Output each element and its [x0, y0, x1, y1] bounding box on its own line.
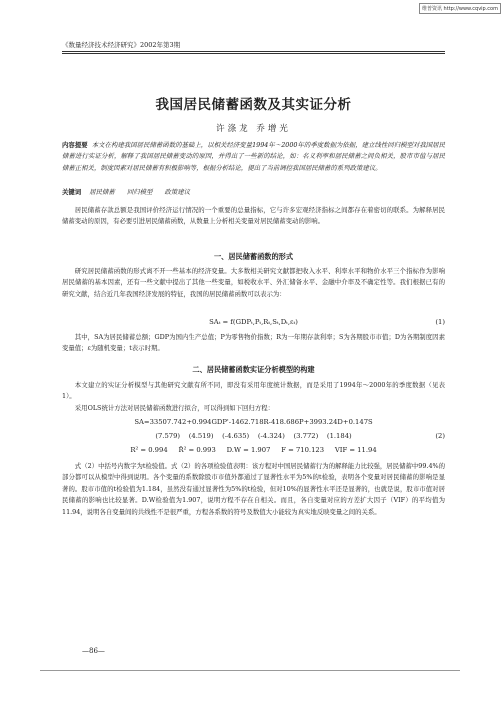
- regression-stats: [62, 446, 445, 458]
- section1-body: [62, 266, 445, 300]
- source-stamp: 维普资讯 http://www.cqvip.com: [419, 3, 501, 14]
- header-rule-2: [62, 53, 445, 54]
- section1-defs: [62, 332, 445, 355]
- section1-para: 研究居民储蓄函数的形式离不开一些基本的经济变量。大多数相关研究文献都把收入水平、利率水平和物价水平三个指标作为影响居民储蓄的基本因素，还有一些文献中提出了其他一些变量，如税收水平、外汇储备水平、金融中介率及不确定性等。我们根据已有的研究文献，结合近几年我国经济发展的特征，我国的居民储蓄函数可以表示为：: [62, 267, 445, 298]
- section2-heading: 二、居民储蓄函数实证分析模型的构建: [192, 365, 315, 374]
- article-authors: 许涤龙 乔增光: [216, 124, 291, 134]
- keywords: [62, 187, 445, 198]
- equation-1-number: (1): [435, 318, 445, 326]
- bottom-rule: [40, 670, 460, 671]
- article-title: 我国居民储蓄函数及其实证分析: [155, 97, 352, 113]
- section2-para3: 式（2）中括号内数字为t检验值。式（2）的各项检验值表明：该方程对中国居民储蓄行为的解释能力比较强，居民储蓄中99.4%的部分都可以从模型中得到说明。各个变量的系数除股市市值外都通过了显著性水平为5%的t检验，表明各个变量对居民储蓄的影响是显著的。股市市值的t检验值为1.184，虽然没有通过显著性为5%的t检验，但对10%的显著性水平还是显著的，也就是说，股市市值对居民储蓄的影响也比较显著。D.W检验值为1.907，说明方程不存在自相关。而且，各自变量对应的方差扩大因子（VIF）的平均值为11.94，说明各自变量间的共线性不是很严重，方程各系数的符号及数值大小能较为真实地反映变量之间的关系。: [62, 462, 445, 516]
- keyword: 居民储蓄: [89, 188, 115, 196]
- section2-body: [62, 380, 445, 414]
- equation-1: [62, 318, 445, 330]
- section2-para1: 本文建立的实证分析模型与其他研究文献有所不同，即没有采用年度统计数据，而是采用了1994年～2000年的季度数据（见表1）。: [62, 381, 445, 401]
- intro-paragraph: [62, 205, 445, 228]
- equation-2-number: (2): [435, 432, 445, 440]
- page-number: —86—: [82, 647, 105, 655]
- intro-text: 居民储蓄存款总额是我国评价经济运行情况的一个重要的总量指标，它与许多宏观经济指标之间都存在着密切的联系。为解释居民储蓄变动的原因，有必要引进居民储蓄函数，从数量上分析相关变量对居民储蓄变动的影响。: [62, 206, 445, 226]
- regression-stats-text: R² = 0.994 R̄² = 0.993 D.W = 1.907 F = 710.123 VIF = 11.94: [130, 446, 377, 454]
- keyword: 回归模型: [126, 188, 153, 196]
- abstract-text: 本文在构建我国居民储蓄函数的基础上，以相关经济变量1994年～2000年的季度数据为依据，建立线性回归模型对我国居民储蓄进行实证分析，解释了我国居民储蓄变动的原因，并得出了一些新的结论，如：名义利率和居民储蓄之间负相关，股市市值与居民储蓄正相关，制度因素对居民储蓄有积极影响等，根据分析结论，提出了当前调控我国居民储蓄的系列政策建议。: [62, 141, 445, 172]
- section2-para2: 采用OLS统计方法对居民储蓄函数进行拟合，可以得到如下回归方程：: [74, 403, 274, 412]
- equation-2: [62, 418, 445, 430]
- t-statistics: (7.579) (4.519) (-4.635) (-4.324) (3.772) (1.184): [155, 432, 352, 440]
- keyword: 政策建议: [164, 188, 190, 196]
- running-head: 《数量经济技术经济研究》2002年第3期: [62, 41, 181, 49]
- equation-2-text: SA=33507.742+0.994GDP'-1462.718R-418.686P+3993.24D+0.147S: [134, 418, 373, 426]
- equation-2-tstats: [62, 432, 445, 444]
- section2-discussion: [62, 461, 445, 518]
- variable-definitions: 其中，SA为居民储蓄总额；GDP为国内生产总值；P为零售物价指数；R为一年期存款利率；S为各期股市市值；D为各期制度因素变量值；ε为随机变量；t表示时期。: [62, 333, 445, 353]
- keywords-label: 关键词: [62, 188, 82, 196]
- abstract-label: 内容提要: [62, 141, 88, 149]
- section1-heading: 一、居民储蓄函数的形式: [213, 252, 294, 261]
- abstract: [62, 140, 445, 174]
- equation-1-text: SAₜ = f(GDPₜ,Pₜ,Rₜ,Sₜ,Dₜ,εₜ): [209, 318, 298, 326]
- header-rule: [62, 51, 445, 52]
